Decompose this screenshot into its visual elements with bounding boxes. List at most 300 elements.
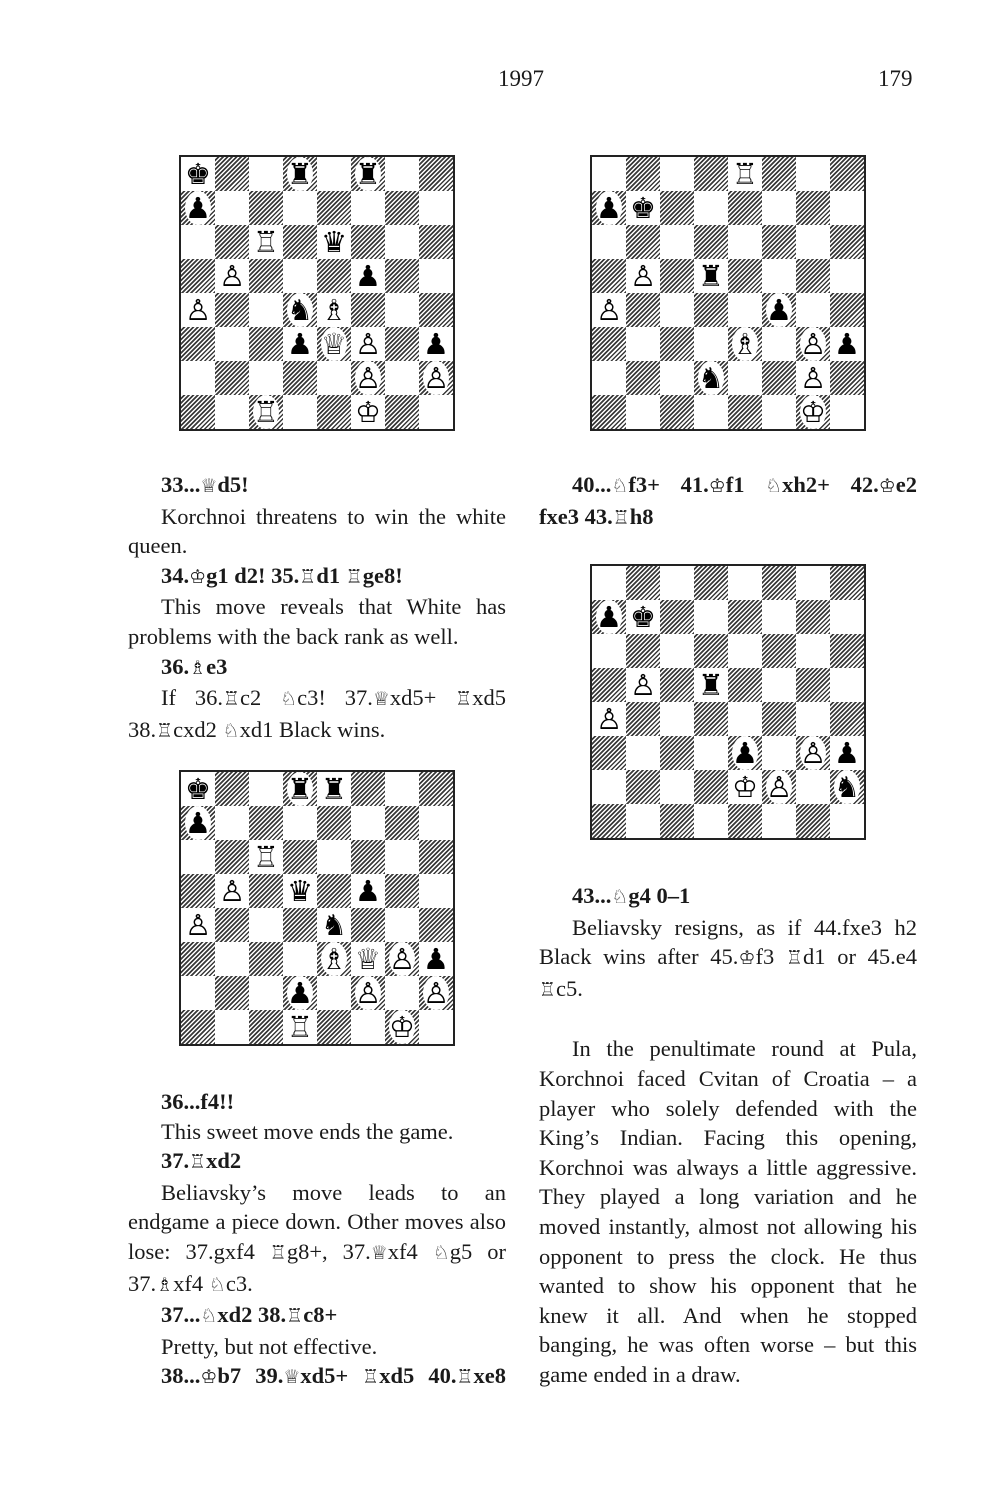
- board-square: [660, 702, 694, 736]
- board-square: [660, 668, 694, 702]
- board-square: [660, 157, 694, 191]
- board-square: [592, 600, 626, 634]
- board-square: [385, 259, 419, 293]
- board-square: [830, 668, 864, 702]
- board-square: [830, 259, 864, 293]
- board-square: [660, 327, 694, 361]
- board-square: [419, 259, 453, 293]
- white-rook-piece: ♖: [287, 1010, 313, 1044]
- white-queen-piece: ♕: [321, 327, 347, 361]
- board-square: [385, 1010, 419, 1044]
- board-square: [385, 806, 419, 840]
- board-square: [694, 566, 728, 600]
- board-square: [796, 566, 830, 600]
- black-pawn-piece: ♟: [834, 327, 860, 361]
- board-square: [419, 361, 453, 395]
- board-square: [728, 225, 762, 259]
- left-column-text-bottom: [128, 1087, 506, 1393]
- board-square: [351, 874, 385, 908]
- board-square: [351, 191, 385, 225]
- board-square: [283, 772, 317, 806]
- board-square: [592, 327, 626, 361]
- black-king-piece: ♚: [185, 772, 211, 806]
- board-square: [215, 840, 249, 874]
- white-pawn-piece: ♙: [389, 942, 415, 976]
- board-square: [283, 259, 317, 293]
- board-square: [283, 191, 317, 225]
- white-pawn-piece: ♙: [355, 361, 381, 395]
- board-square: [762, 293, 796, 327]
- board-square: [317, 327, 351, 361]
- move-line: 36...f4!!: [161, 1089, 235, 1114]
- board-square: [317, 772, 351, 806]
- board-square: [385, 225, 419, 259]
- board-square: [626, 395, 660, 429]
- board-square: [626, 702, 660, 736]
- board-square: [626, 293, 660, 327]
- board-square: [283, 874, 317, 908]
- board-square: [283, 840, 317, 874]
- board-square: [181, 976, 215, 1010]
- board-square: [283, 395, 317, 429]
- board-square: [317, 395, 351, 429]
- white-rook-piece: ♖: [253, 840, 279, 874]
- black-queen-piece: ♛: [287, 874, 313, 908]
- board-square: [728, 804, 762, 838]
- board-square: [283, 293, 317, 327]
- white-bishop-piece: ♗: [321, 293, 347, 327]
- board-square: [419, 942, 453, 976]
- board-square: [351, 395, 385, 429]
- board-square: [249, 225, 283, 259]
- black-pawn-piece: ♟: [596, 191, 622, 225]
- board-square: [317, 361, 351, 395]
- white-king-piece: ♔: [355, 395, 381, 429]
- board-square: [592, 668, 626, 702]
- move-line: 38...♔b7 39.♕xd5+ ♖xd5 40.♖xe8: [161, 1363, 507, 1389]
- board-square: [626, 770, 660, 804]
- board-square: [728, 600, 762, 634]
- board-square: [592, 736, 626, 770]
- board-square: [728, 736, 762, 770]
- board-square: [215, 191, 249, 225]
- board-square: [181, 772, 215, 806]
- board-square: [762, 702, 796, 736]
- board-square: [215, 157, 249, 191]
- board-square: [181, 908, 215, 942]
- white-pawn-piece: ♙: [630, 668, 656, 702]
- board-square: [830, 191, 864, 225]
- commentary-paragraph: Beliavsky resigns, as if 44.fxe3 h2 Black wins after 45.♔f3 ♖d1 or 45.e4 ♖c5.: [539, 914, 917, 1001]
- white-pawn-piece: ♙: [630, 259, 656, 293]
- board-square: [351, 942, 385, 976]
- right-column-text-top: [539, 470, 917, 533]
- board-square: [660, 361, 694, 395]
- white-rook-piece: ♖: [253, 395, 279, 429]
- board-square: [728, 191, 762, 225]
- board-square: [660, 191, 694, 225]
- board-square: [728, 702, 762, 736]
- board-square: [215, 1010, 249, 1044]
- board-square: [694, 191, 728, 225]
- board-square: [181, 191, 215, 225]
- board-square: [283, 976, 317, 1010]
- board-square: [694, 361, 728, 395]
- board-square: [385, 772, 419, 806]
- board-square: [419, 806, 453, 840]
- board-square: [385, 191, 419, 225]
- board-square: [317, 157, 351, 191]
- board-square: [419, 1010, 453, 1044]
- board-square: [283, 1010, 317, 1044]
- board-square: [728, 770, 762, 804]
- board-square: [796, 157, 830, 191]
- board-square: [351, 361, 385, 395]
- commentary-paragraph: This sweet move ends the game.: [161, 1118, 454, 1144]
- board-square: [796, 702, 830, 736]
- board-square: [660, 736, 694, 770]
- board-square: [215, 772, 249, 806]
- chess-diagram-3: [590, 155, 866, 431]
- board-square: [419, 157, 453, 191]
- board-square: [626, 804, 660, 838]
- board-square: [181, 1010, 215, 1044]
- board-square: [592, 293, 626, 327]
- right-column-text-bottom: [539, 881, 917, 1390]
- black-rook-piece: ♜: [698, 259, 724, 293]
- board-square: [317, 976, 351, 1010]
- board-square: [694, 327, 728, 361]
- board-square: [385, 942, 419, 976]
- board-square: [181, 259, 215, 293]
- board-square: [592, 566, 626, 600]
- white-king-piece: ♔: [389, 1010, 415, 1044]
- board-square: [796, 736, 830, 770]
- board-square: [762, 191, 796, 225]
- white-pawn-piece: ♙: [800, 361, 826, 395]
- board-square: [728, 361, 762, 395]
- black-pawn-piece: ♟: [355, 874, 381, 908]
- board-square: [215, 395, 249, 429]
- black-queen-piece: ♛: [321, 225, 347, 259]
- board-square: [626, 736, 660, 770]
- white-bishop-piece: ♗: [732, 327, 758, 361]
- black-pawn-piece: ♟: [834, 736, 860, 770]
- board-square: [283, 942, 317, 976]
- board-square: [694, 804, 728, 838]
- board-square: [728, 293, 762, 327]
- board-square: [660, 600, 694, 634]
- board-square: [694, 702, 728, 736]
- black-knight-piece: ♞: [698, 361, 724, 395]
- board-square: [283, 157, 317, 191]
- board-square: [351, 1010, 385, 1044]
- move-line: 36.♗e3: [161, 653, 228, 679]
- board-square: [592, 634, 626, 668]
- black-pawn-piece: ♟: [185, 806, 211, 840]
- board-square: [385, 908, 419, 942]
- board-square: [830, 804, 864, 838]
- board-square: [385, 327, 419, 361]
- board-square: [215, 942, 249, 976]
- board-square: [249, 1010, 283, 1044]
- black-knight-piece: ♞: [321, 908, 347, 942]
- board-square: [592, 191, 626, 225]
- white-rook-piece: ♖: [732, 157, 758, 191]
- white-pawn-piece: ♙: [423, 361, 449, 395]
- board-square: [181, 840, 215, 874]
- board-square: [351, 908, 385, 942]
- board-square: [626, 634, 660, 668]
- black-pawn-piece: ♟: [355, 259, 381, 293]
- board-square: [660, 293, 694, 327]
- board-square: [317, 225, 351, 259]
- board-square: [249, 874, 283, 908]
- white-king-piece: ♔: [800, 395, 826, 429]
- board-square: [762, 157, 796, 191]
- board-square: [317, 259, 351, 293]
- board-square: [283, 225, 317, 259]
- board-square: [317, 806, 351, 840]
- white-pawn-piece: ♙: [596, 702, 622, 736]
- white-pawn-piece: ♙: [766, 770, 792, 804]
- board-square: [592, 259, 626, 293]
- black-king-piece: ♚: [630, 191, 656, 225]
- black-rook-piece: ♜: [321, 772, 347, 806]
- board-square: [762, 259, 796, 293]
- white-king-piece: ♔: [732, 770, 758, 804]
- board-square: [626, 668, 660, 702]
- board-square: [660, 259, 694, 293]
- board-square: [249, 395, 283, 429]
- black-pawn-piece: ♟: [287, 976, 313, 1010]
- board-square: [385, 840, 419, 874]
- board-square: [728, 327, 762, 361]
- board-square: [660, 770, 694, 804]
- board-square: [592, 157, 626, 191]
- board-square: [385, 395, 419, 429]
- board-square: [317, 874, 351, 908]
- board-square: [249, 840, 283, 874]
- board-square: [796, 191, 830, 225]
- board-square: [317, 293, 351, 327]
- black-knight-piece: ♞: [834, 770, 860, 804]
- board-square: [181, 874, 215, 908]
- board-square: [762, 804, 796, 838]
- board-square: [796, 361, 830, 395]
- board-square: [796, 395, 830, 429]
- board-square: [249, 157, 283, 191]
- board-square: [830, 157, 864, 191]
- board-square: [249, 327, 283, 361]
- board-square: [796, 259, 830, 293]
- black-pawn-piece: ♟: [423, 942, 449, 976]
- board-square: [283, 361, 317, 395]
- board-square: [626, 327, 660, 361]
- board-square: [626, 600, 660, 634]
- board-square: [215, 874, 249, 908]
- board-square: [249, 361, 283, 395]
- chess-diagram-1: [179, 155, 455, 431]
- black-pawn-piece: ♟: [766, 293, 792, 327]
- board-square: [694, 259, 728, 293]
- board-square: [660, 566, 694, 600]
- board-square: [181, 327, 215, 361]
- board-square: [181, 806, 215, 840]
- white-pawn-piece: ♙: [423, 976, 449, 1010]
- commentary-paragraph: In the penultimate round at Pula, Korchnoi faced Cvitan of Croatia – a player who solely defended with the King’s Indian. Facing this opening, Korchnoi was always a little aggressive. They played a long variation and he moved instantly, almost not allowing his opponent to press the clock. He thus wanted to show his opponent that he knew it all. And when he stopped banging, he was often worse – but this game ended in a draw.: [539, 1036, 917, 1387]
- board-square: [694, 634, 728, 668]
- board-square: [592, 702, 626, 736]
- commentary-paragraph: Korchnoi threatens to win the white queen.: [128, 503, 506, 559]
- board-square: [694, 395, 728, 429]
- board-square: [626, 259, 660, 293]
- white-pawn-piece: ♙: [219, 874, 245, 908]
- board-square: [351, 157, 385, 191]
- board-square: [215, 361, 249, 395]
- move-line: 33...♕d5!: [161, 472, 249, 497]
- board-square: [283, 327, 317, 361]
- board-square: [796, 225, 830, 259]
- white-pawn-piece: ♙: [596, 293, 622, 327]
- board-square: [317, 908, 351, 942]
- board-square: [762, 327, 796, 361]
- board-square: [796, 668, 830, 702]
- black-pawn-piece: ♟: [185, 191, 211, 225]
- board-square: [728, 395, 762, 429]
- white-pawn-piece: ♙: [800, 736, 826, 770]
- board-square: [283, 908, 317, 942]
- board-square: [626, 225, 660, 259]
- board-square: [215, 327, 249, 361]
- white-rook-piece: ♖: [253, 225, 279, 259]
- board-square: [215, 293, 249, 327]
- black-rook-piece: ♜: [355, 157, 381, 191]
- board-square: [694, 225, 728, 259]
- board-square: [351, 293, 385, 327]
- page-number: 179: [878, 66, 913, 91]
- board-square: [317, 840, 351, 874]
- board-square: [181, 157, 215, 191]
- board-square: [626, 157, 660, 191]
- board-square: [385, 361, 419, 395]
- board-square: [694, 668, 728, 702]
- move-line: 37...♘xd2 38.♖c8+: [161, 1302, 338, 1328]
- white-pawn-piece: ♙: [355, 327, 381, 361]
- board-square: [830, 327, 864, 361]
- running-header-year: 1997: [498, 66, 544, 91]
- board-square: [351, 772, 385, 806]
- board-square: [317, 1010, 351, 1044]
- board-square: [694, 600, 728, 634]
- board-square: [249, 806, 283, 840]
- board-square: [796, 770, 830, 804]
- white-bishop-piece: ♗: [321, 942, 347, 976]
- board-square: [249, 976, 283, 1010]
- board-square: [317, 942, 351, 976]
- board-square: [385, 293, 419, 327]
- board-square: [419, 327, 453, 361]
- board-square: [283, 806, 317, 840]
- black-pawn-piece: ♟: [287, 327, 313, 361]
- white-queen-piece: ♕: [355, 942, 381, 976]
- board-square: [215, 908, 249, 942]
- black-pawn-piece: ♟: [732, 736, 758, 770]
- board-square: [351, 840, 385, 874]
- board-square: [728, 668, 762, 702]
- board-square: [762, 770, 796, 804]
- move-line: 34.♔g1 d2! 35.♖d1 ♖ge8!: [161, 562, 403, 588]
- board-square: [419, 976, 453, 1010]
- board-square: [830, 770, 864, 804]
- board-square: [351, 259, 385, 293]
- board-square: [660, 395, 694, 429]
- board-square: [351, 327, 385, 361]
- board-square: [419, 908, 453, 942]
- board-square: [694, 736, 728, 770]
- board-square: [592, 361, 626, 395]
- white-pawn-piece: ♙: [185, 908, 211, 942]
- board-square: [830, 702, 864, 736]
- board-square: [249, 908, 283, 942]
- board-square: [762, 225, 796, 259]
- board-square: [660, 225, 694, 259]
- board-square: [660, 804, 694, 838]
- board-square: [249, 259, 283, 293]
- board-square: [181, 225, 215, 259]
- board-square: [728, 259, 762, 293]
- board-square: [796, 634, 830, 668]
- board-square: [419, 191, 453, 225]
- board-square: [830, 225, 864, 259]
- board-square: [796, 600, 830, 634]
- black-king-piece: ♚: [630, 600, 656, 634]
- black-rook-piece: ♜: [287, 772, 313, 806]
- board-square: [762, 600, 796, 634]
- board-square: [385, 157, 419, 191]
- board-square: [249, 942, 283, 976]
- black-pawn-piece: ♟: [423, 327, 449, 361]
- board-square: [830, 566, 864, 600]
- board-square: [762, 634, 796, 668]
- board-square: [215, 806, 249, 840]
- board-square: [762, 668, 796, 702]
- black-pawn-piece: ♟: [596, 600, 622, 634]
- board-square: [317, 191, 351, 225]
- board-square: [419, 772, 453, 806]
- board-square: [728, 566, 762, 600]
- board-square: [796, 327, 830, 361]
- board-square: [728, 157, 762, 191]
- board-square: [181, 361, 215, 395]
- move-line: 43...♘g4 0–1: [572, 883, 691, 908]
- black-knight-piece: ♞: [287, 293, 313, 327]
- chess-diagram-2: [179, 770, 455, 1046]
- board-square: [419, 225, 453, 259]
- commentary-paragraph: This move reveals that White has problems with the back rank as well.: [128, 594, 506, 649]
- board-square: [762, 736, 796, 770]
- board-square: [592, 770, 626, 804]
- black-king-piece: ♚: [185, 157, 211, 191]
- board-square: [660, 634, 694, 668]
- board-square: [181, 942, 215, 976]
- board-square: [762, 395, 796, 429]
- board-square: [385, 976, 419, 1010]
- commentary-paragraph: If 36.♖c2 ♘c3! 37.♕xd5+ ♖xd5 38.♖cxd2 ♘xd1 Black wins.: [128, 685, 506, 742]
- board-square: [181, 395, 215, 429]
- board-square: [351, 225, 385, 259]
- black-rook-piece: ♜: [287, 157, 313, 191]
